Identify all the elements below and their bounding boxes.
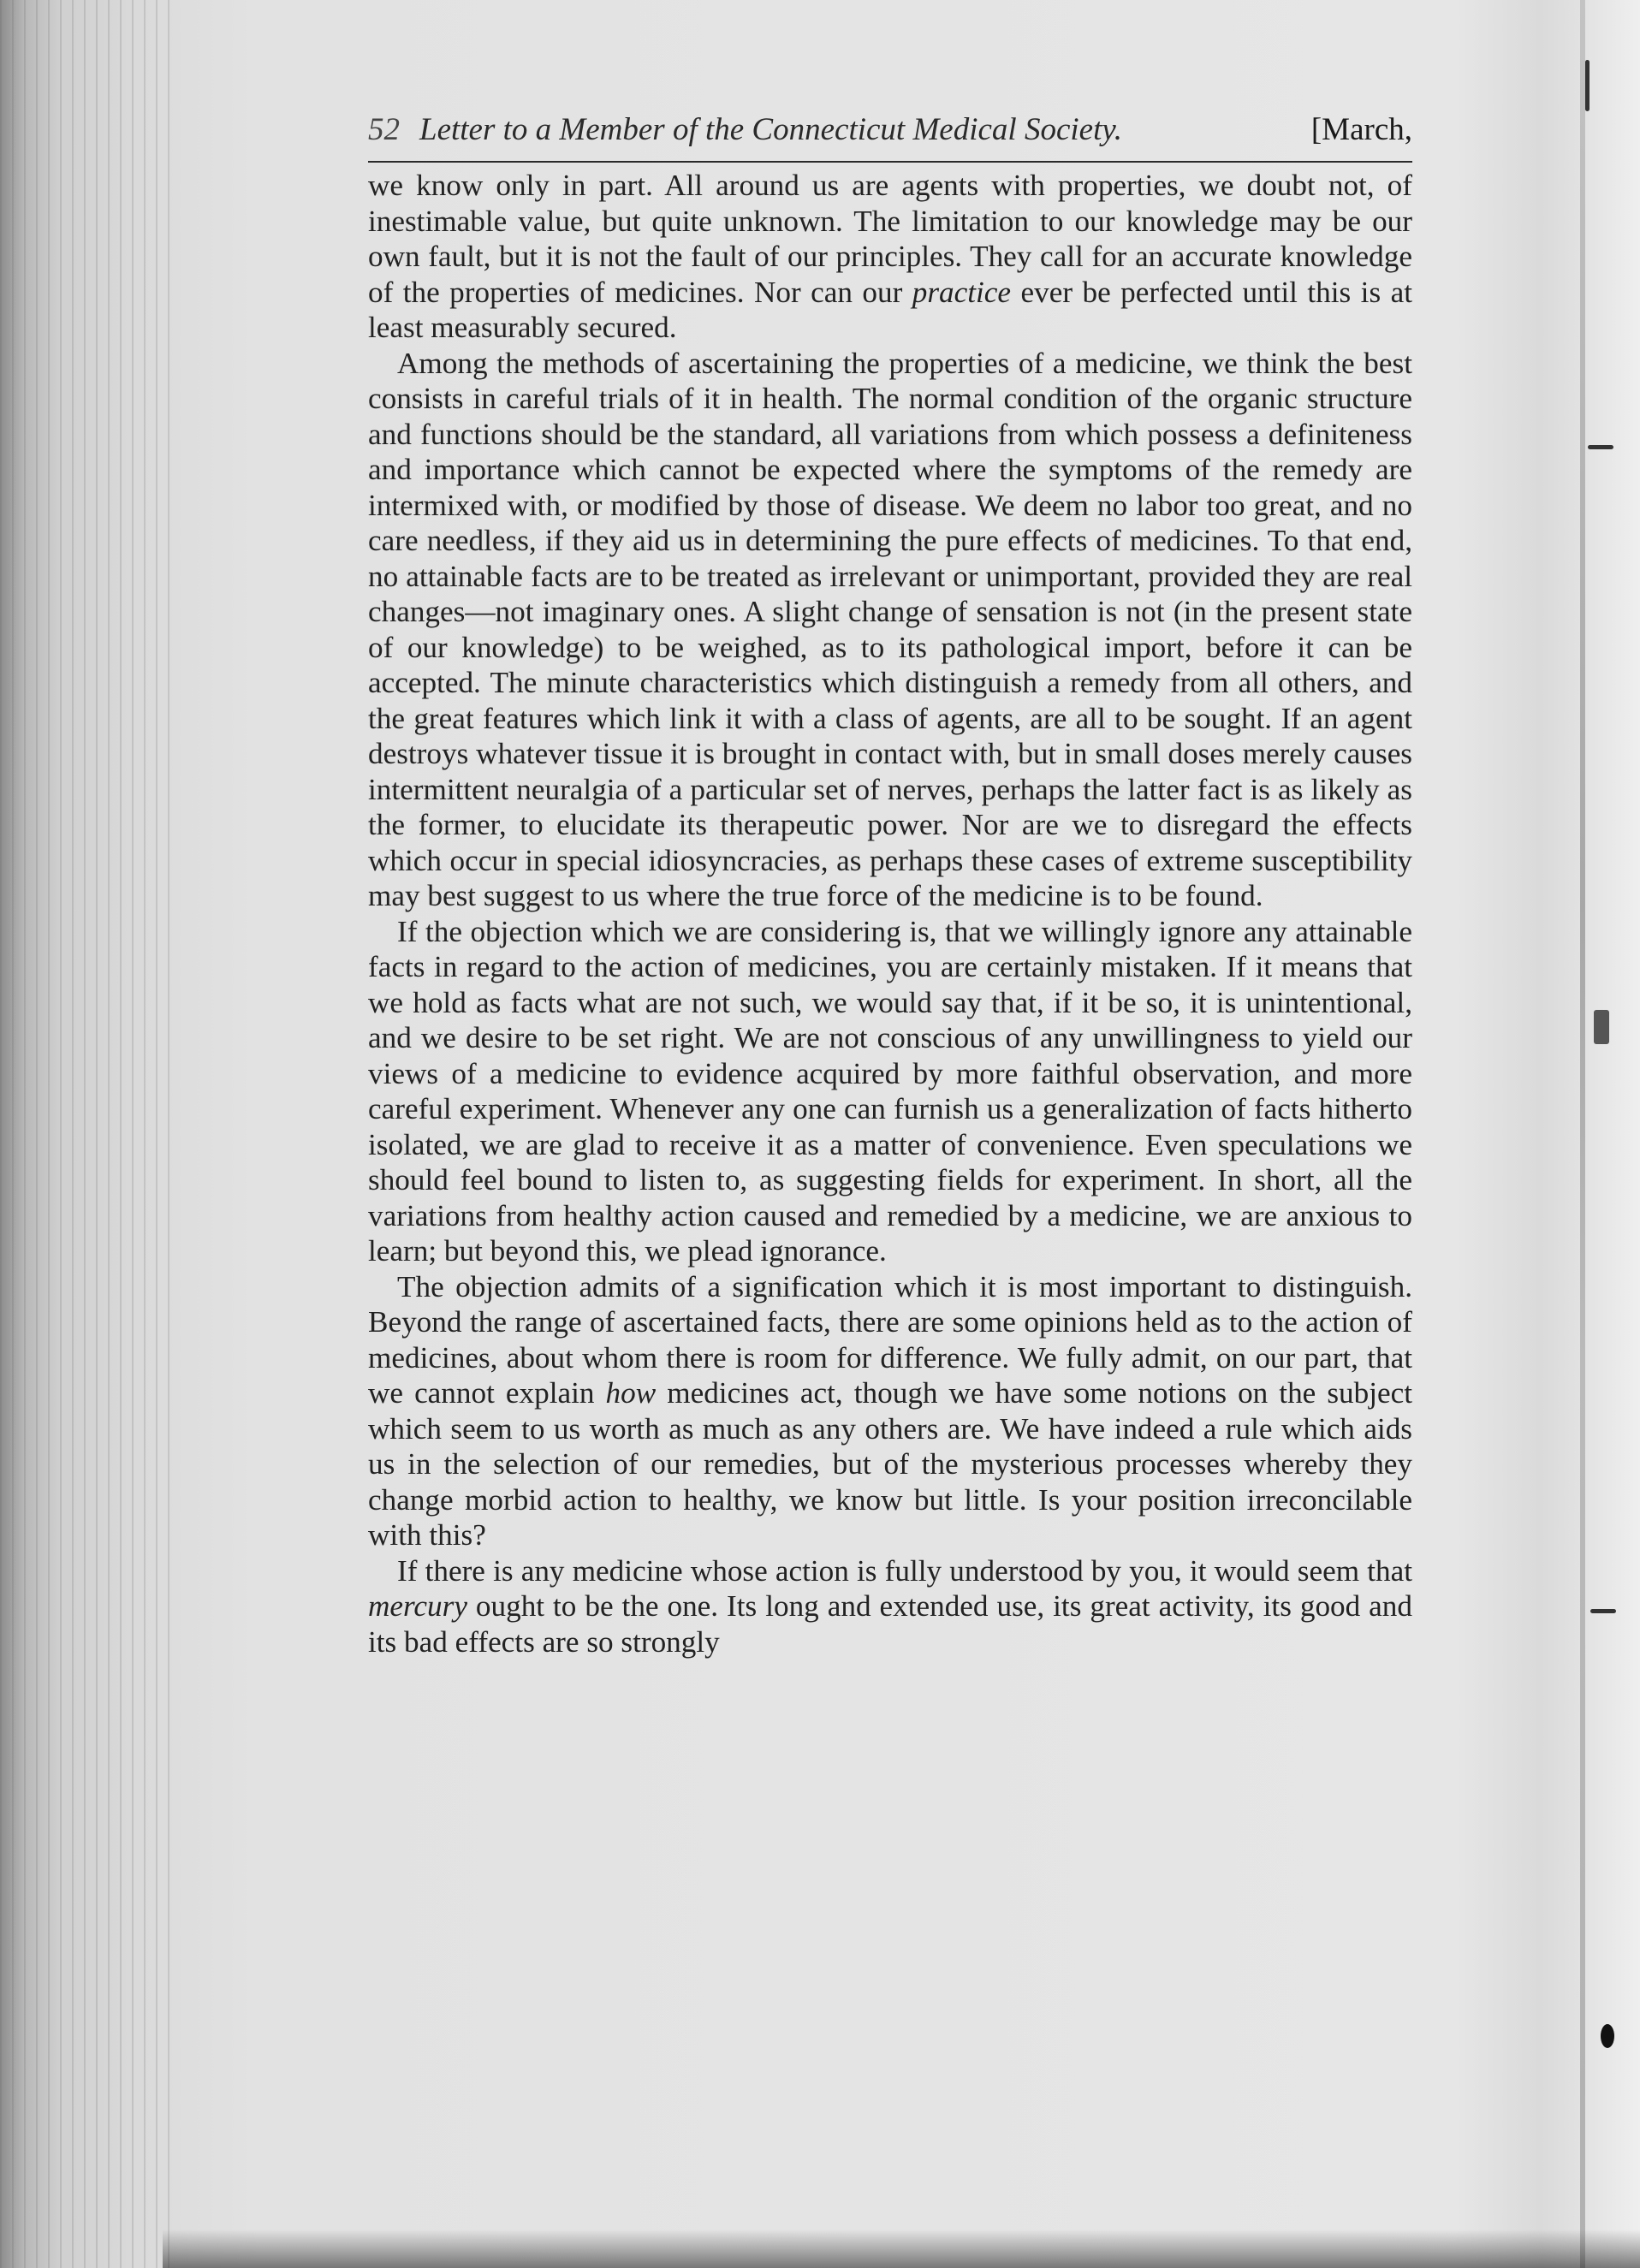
page-bottom-shadow [163,2229,1640,2268]
page-number: 52 [368,112,400,147]
book-binding-edge [0,0,180,2268]
italic-text: mercury [368,1589,467,1623]
italic-text: practice [912,275,1012,309]
italic-text: how [605,1376,657,1410]
book-page [368,111,1412,1659]
paragraph-text: If the objection which we are considering is, that we willingly ignore any attainable facts in regard to the action of medicines, you are certainly mistaken. If it means that we hold as facts what are not such, we would say that, if it be so, it is unintentional, and we desire to be set right. We are not conscious of any unwillingness to yield our views of a medicine to evidence acquired by more faithful observation, and more careful experiment. Whenever any one can furnish us a generalization of facts hitherto isolated, we are glad to receive it as a matter of convenience. Even speculations we should feel bound to listen to, as suggesting fields for experiment. In short, all the variations from healthy action caused and remedied by a medicine, we are anxious to learn; but beyond this, we plead ignorance. [368,914,1412,1268]
paragraph [368,346,1412,914]
paragraph-text: The objection admits of a signification which it is most important to distinguish. Beyond the range of ascertained facts, there are some opinions held as to the action of medicines, about whom there is room for difference. We fully admit, on our part, that we cannot explain [368,1269,1412,1410]
running-title: Letter to a Member of the Connecticut Medical Society. [419,112,1122,147]
margin-mark [1601,2024,1614,2048]
body-text [368,168,1412,1659]
paragraph-text: ever be perfected until this is at least measurably secured. [368,275,1412,344]
paragraph-text: we know only in part. All around us are agents with properties, we doubt not, of inestimable value, but quite unknown. The limitation to our knowledge may be our own fault, but it is not the fault of our principles. They call for an accurate knowledge of the properties of medicines. Nor can our [368,169,1412,309]
paragraph-text: Among the methods of ascertaining the properties of a medicine, we think the best consists in careful trials of it in health. The normal condition of the organic structure and functions should be the standard, all variations from which possess a definiteness and importance which cannot be expected where the symptoms of the remedy are intermixed with, or modified by those of disease. We deem no labor too great, and no care needless, if they aid us in determining the pure effects of medicines. To that end, no attainable facts are to be treated as irrelevant or unimportant, provided they are real changes—not imaginary ones. A slight change of sensation is not (in the present state of our knowledge) to be weighed, as to its pathological import, before it can be accepted. The minute characteristics which distinguish a remedy from all others, and the great features which link it with a class of agents, are all to be sought. If an agent destroys whatever tissue it is brought in contact with, but in small doses merely causes intermittent neuralgia of a particular set of nerves, perhaps the latter fact is as likely as the former, to elucidate its therapeutic power. Nor are we to disregard the effects which occur in special idiosyncracies, as perhaps these cases of extreme susceptibility may best suggest to us where the true force of the medicine is to be found. [368,346,1412,912]
paragraph [368,914,1412,1269]
paragraph-text: ought to be the one. Its long and extended use, its great activity, its good and its bad effects are so strongly [368,1589,1412,1659]
margin-mark [1585,60,1589,111]
running-header [368,111,1412,163]
margin-mark [1588,445,1613,449]
page-right-edge [1580,0,1585,2268]
paragraph [368,168,1412,346]
paragraph-text: If there is any medicine whose action is fully understood by you, it would seem that [397,1553,1412,1588]
margin-mark [1594,1010,1609,1044]
paragraph-text: medicines act, though we have some notions on the subject which seem to us worth as much as any others are. We have indeed a rule which aids us in the selection of our remedies, but of the mysterious processes whereby they change morbid action to healthy, we know but little. Is your position irreconcilable with this? [368,1376,1412,1552]
paragraph [368,1269,1412,1553]
margin-mark [1590,1609,1616,1613]
paragraph [368,1553,1412,1660]
running-month: [March, [1310,112,1412,147]
